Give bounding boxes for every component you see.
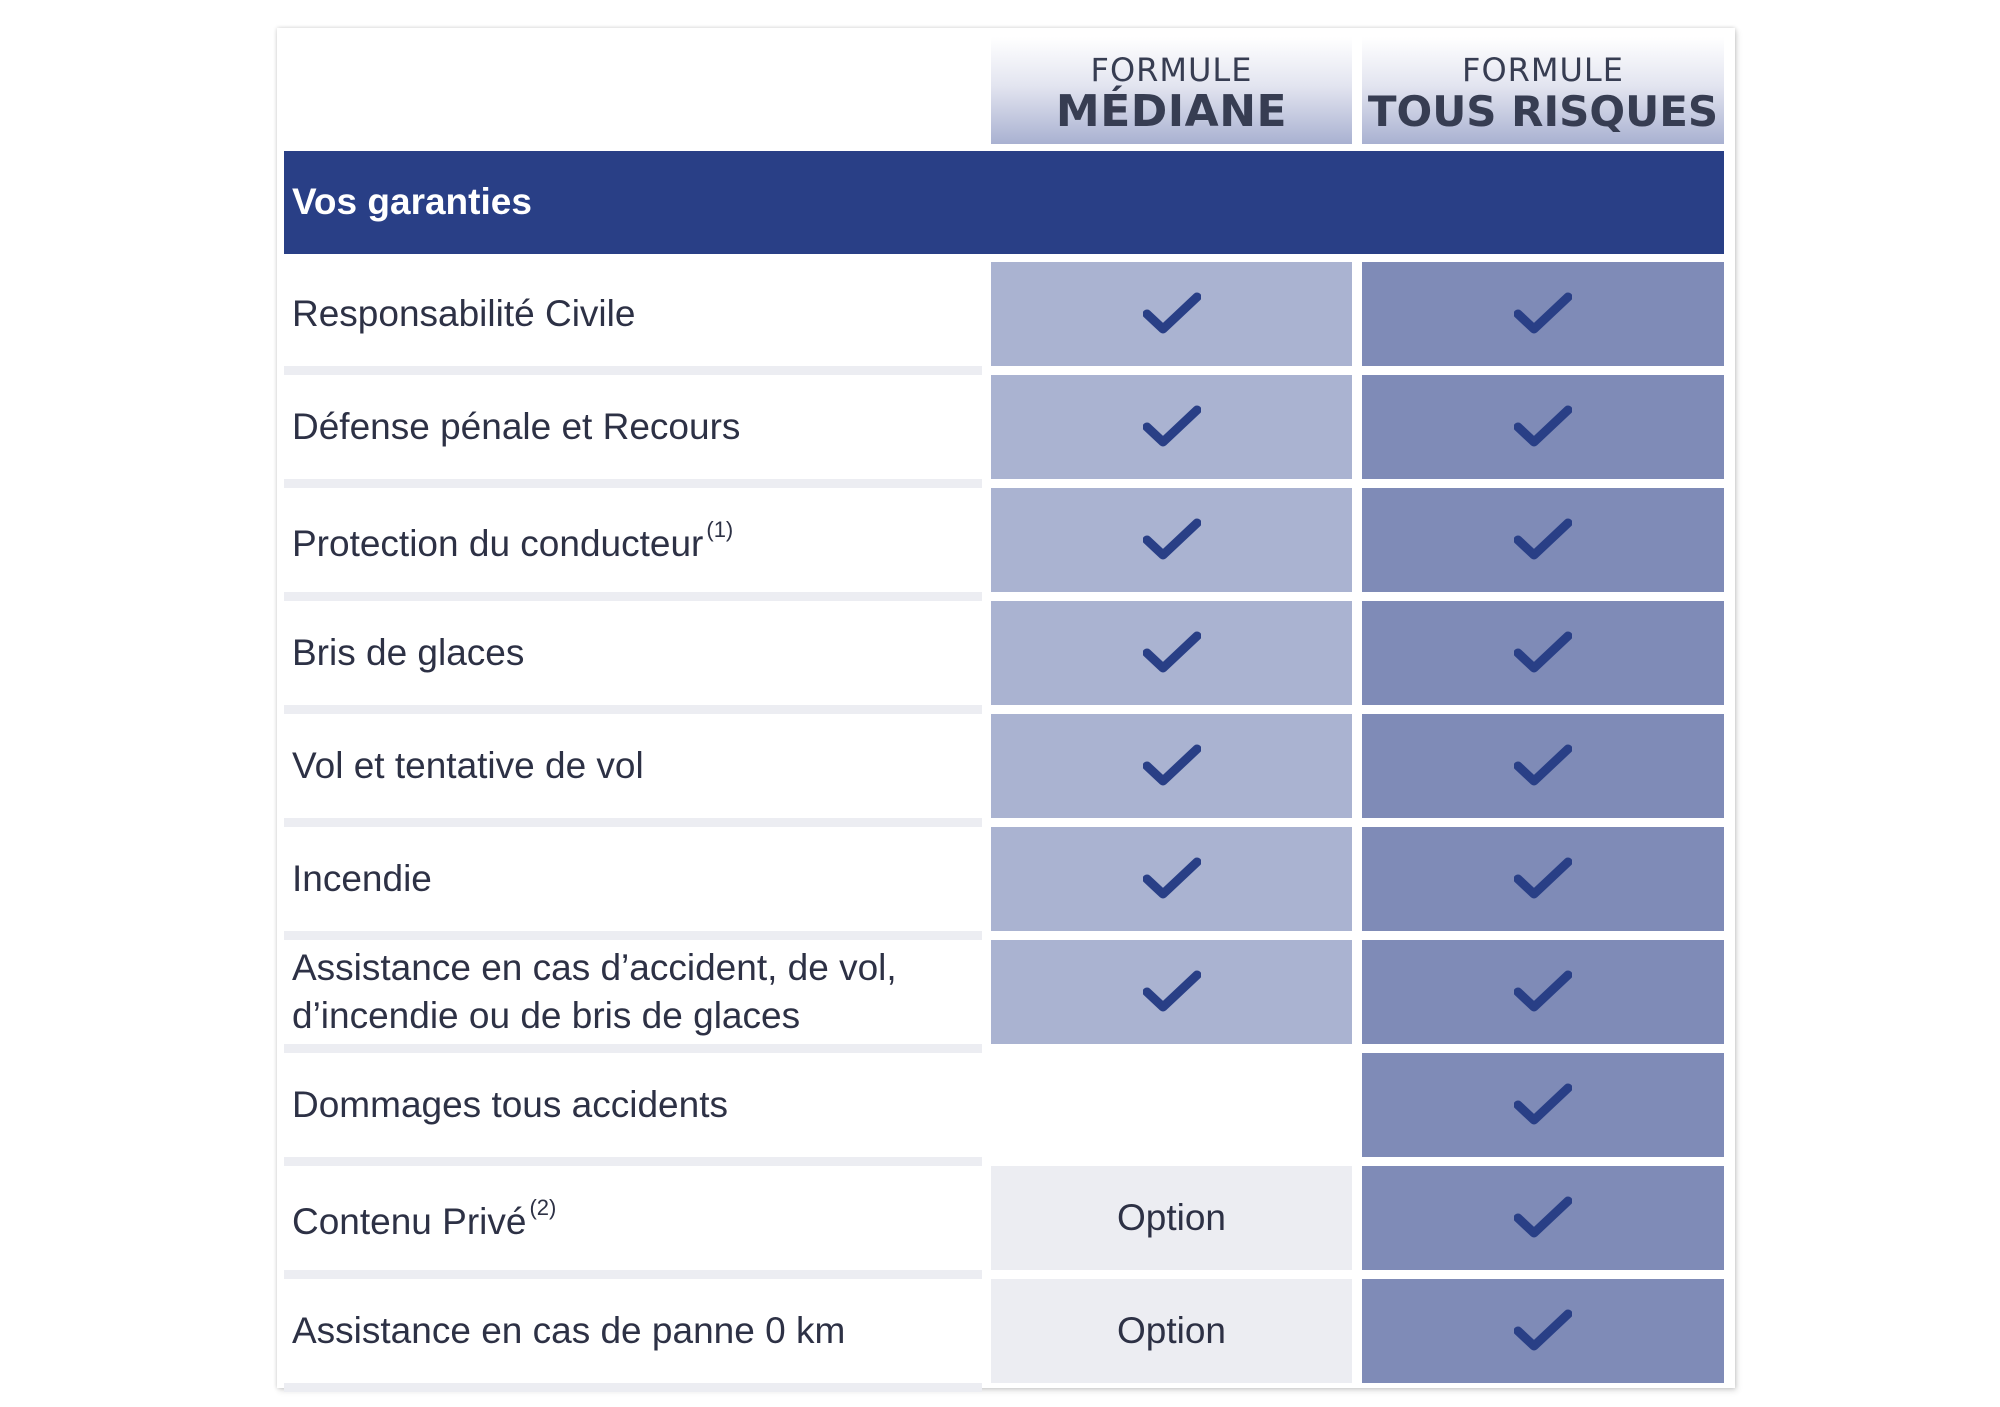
table-row: [0, 488, 2000, 601]
check-icon: [1514, 516, 1572, 564]
check-icon: [1514, 1307, 1572, 1355]
row-label-cell: [284, 601, 982, 714]
check-icon: [1514, 629, 1572, 677]
mediane-cell: [991, 262, 1352, 366]
row-label-cell: [284, 1279, 982, 1392]
mediane-cell: [991, 601, 1352, 705]
table-row: [0, 940, 2000, 1053]
row-label-cell: [284, 1053, 982, 1166]
row-label: [292, 290, 978, 338]
check-icon: [1514, 742, 1572, 790]
column-header-mediane-line1: FORMULE: [1090, 51, 1253, 89]
mediane-cell: [991, 940, 1352, 1044]
check-icon: [1143, 290, 1201, 338]
check-icon: [1143, 516, 1201, 564]
row-label: [292, 1081, 978, 1129]
tous-risques-cell: [1362, 375, 1724, 479]
mediane-cell-option: [991, 1279, 1352, 1383]
row-label: [292, 1307, 978, 1355]
check-icon: [1514, 968, 1572, 1016]
row-label: [292, 512, 978, 568]
check-icon: [1514, 1194, 1572, 1242]
tous-risques-cell: [1362, 1166, 1724, 1270]
row-label-cell: [284, 714, 982, 827]
tous-risques-cell: [1362, 1279, 1724, 1383]
option-label: Option: [1116, 1197, 1226, 1238]
row-label: [292, 403, 978, 451]
column-header-mediane-line2: MÉDIANE: [1055, 86, 1288, 137]
mediane-cell-empty: [991, 1053, 1352, 1157]
table-row: [0, 375, 2000, 488]
check-icon: [1143, 629, 1201, 677]
check-icon: [1514, 1081, 1572, 1129]
table-row: [0, 601, 2000, 714]
row-label-text: Bris de glaces: [292, 632, 525, 673]
row-label-text: Protection du conducteur: [292, 523, 704, 565]
row-label: [292, 1190, 978, 1246]
row-label-cell: [284, 488, 982, 601]
column-header-tous-risques-line2: TOUS RISQUES: [1367, 87, 1719, 136]
tous-risques-cell: [1362, 1053, 1724, 1157]
table-row: [0, 1053, 2000, 1166]
table-row: [0, 827, 2000, 940]
tous-risques-cell: [1362, 827, 1724, 931]
tous-risques-cell: [1362, 262, 1724, 366]
mediane-cell: [991, 375, 1352, 479]
row-label-cell: [284, 827, 982, 940]
tous-risques-cell: [1362, 601, 1724, 705]
row-label-text: Assistance en cas de panne 0 km: [292, 1310, 846, 1351]
row-label: [292, 944, 978, 1040]
column-header-tous-risques-line1: FORMULE: [1462, 51, 1624, 89]
check-icon: [1514, 855, 1572, 903]
row-label-text-line2: d’incendie ou de bris de glaces: [292, 995, 801, 1036]
check-icon: [1514, 403, 1572, 451]
table-row: [0, 714, 2000, 827]
mediane-cell: [991, 488, 1352, 592]
check-icon: [1143, 403, 1201, 451]
footnote-marker: (1): [706, 516, 734, 542]
row-label: [292, 855, 978, 903]
row-label-cell: [284, 262, 982, 375]
check-icon: [1514, 290, 1572, 338]
tous-risques-cell: [1362, 488, 1724, 592]
row-label-cell: [284, 940, 982, 1053]
table-row: [0, 1279, 2000, 1392]
row-label-text: Responsabilité Civile: [292, 293, 636, 334]
row-label-text: Dommages tous accidents: [292, 1084, 728, 1125]
table-row: [0, 1166, 2000, 1279]
row-label-text: Contenu Privé: [292, 1201, 527, 1243]
mediane-cell: [991, 714, 1352, 818]
footnote-marker: (2): [529, 1194, 557, 1220]
row-label-text: Défense pénale et Recours: [292, 406, 741, 447]
check-icon: [1143, 968, 1201, 1016]
row-label-text: Assistance en cas d’accident, de vol,: [292, 947, 897, 988]
row-label: [292, 629, 978, 677]
row-label-text: Incendie: [292, 858, 432, 899]
section-band: [284, 151, 1724, 254]
check-icon: [1143, 742, 1201, 790]
row-label: [292, 742, 978, 790]
tous-risques-cell: [1362, 714, 1724, 818]
row-label-cell: [284, 375, 982, 488]
tous-risques-cell: [1362, 940, 1724, 1044]
section-title: Vos garanties: [292, 181, 532, 222]
mediane-cell-option: [991, 1166, 1352, 1270]
row-label-text: Vol et tentative de vol: [292, 745, 644, 786]
column-header-mediane: [991, 37, 1352, 144]
option-label: Option: [1116, 1310, 1226, 1351]
mediane-cell: [991, 827, 1352, 931]
table-row: [0, 262, 2000, 375]
check-icon: [1143, 855, 1201, 903]
row-label-cell: [284, 1166, 982, 1279]
column-header-tous-risques: [1362, 37, 1724, 144]
